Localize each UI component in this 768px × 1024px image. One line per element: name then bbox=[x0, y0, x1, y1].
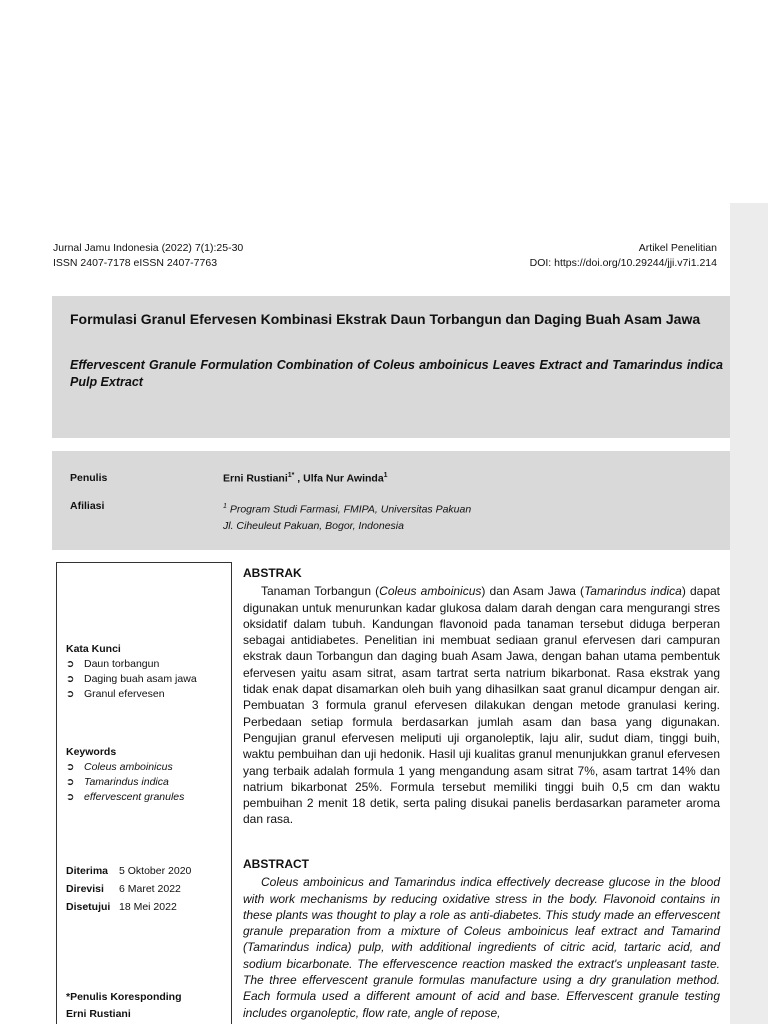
arrow-icon: ➲ bbox=[66, 762, 75, 773]
arrow-icon: ➲ bbox=[66, 777, 75, 788]
arrow-icon: ➲ bbox=[66, 659, 75, 670]
affiliation bbox=[223, 499, 471, 534]
author-separator: , bbox=[294, 472, 304, 485]
arrow-icon: ➲ bbox=[66, 674, 75, 685]
journal-citation: Jurnal Jamu Indonesia (2022) 7(1):25-30 bbox=[53, 242, 244, 254]
list-item: ➲ Daging buah asam jawa bbox=[66, 673, 197, 685]
scroll-strip bbox=[730, 203, 768, 1024]
doi-link[interactable]: DOI: https://doi.org/10.29244/jji.v7i1.214 bbox=[529, 257, 717, 269]
author-box bbox=[52, 451, 730, 550]
dates-section bbox=[66, 862, 191, 916]
corresponding-name: Erni Rustiani bbox=[66, 1008, 131, 1020]
list-item: ➲ Tamarindus indica bbox=[66, 776, 169, 788]
abstrak-section bbox=[243, 565, 720, 828]
article-type: Artikel Penelitian bbox=[638, 242, 717, 254]
author-2: Ulfa Nur Awinda bbox=[303, 472, 384, 485]
keywords-title: Keywords bbox=[66, 746, 117, 758]
title-indonesian: Formulasi Granul Efervesen Kombinasi Ekstrak Daun Torbangun dan Daging Buah Asam Jawa bbox=[70, 311, 701, 327]
arrow-icon: ➲ bbox=[66, 689, 75, 700]
arrow-icon: ➲ bbox=[66, 792, 75, 803]
abstract-heading: ABSTRACT bbox=[243, 857, 309, 871]
affiliation-label: Afiliasi bbox=[70, 500, 105, 512]
keywords-list bbox=[66, 760, 184, 805]
title-box bbox=[52, 296, 730, 438]
abstrak-heading: ABSTRAK bbox=[243, 566, 302, 580]
list-item: ➲ effervescent granules bbox=[66, 791, 185, 803]
date-revised: Direvisi 6 Maret 2022 bbox=[66, 883, 181, 895]
issn: ISSN 2407-7178 eISSN 2407-7763 bbox=[53, 257, 218, 269]
list-item: ➲ Granul efervesen bbox=[66, 688, 165, 700]
abstract-text: Coleus amboinicus and Tamarindus indica effectively decrease glucose in the blood with work mechanisms by reducing oxidative stress in the body. Flavonoid contains in these plants was thought to play a role as anti-diabetes. This study made an effervescent granule preparation from a mixture of Coleus amboinicus leaf extract and Tamarind (Tamarindus indica) pulp, with additional ingredients of citric acid, tartaric acid, and sodium bicarbonate. The effervescence reaction masked the extract's unpleasant taste. The three effervescent granule formulas manufacture using a dry granulation method. Each formula used a different amount of acid and base. Effervescent granule testing includes organoleptic, flow rate, angle of repose, bbox=[243, 875, 720, 1020]
journal-header bbox=[53, 241, 717, 271]
corresponding-label: *Penulis Koresponding bbox=[66, 991, 182, 1003]
list-item: ➲ Daun torbangun bbox=[66, 658, 160, 670]
sidebar-box bbox=[56, 562, 232, 1024]
kata-kunci-section bbox=[66, 641, 197, 702]
authors-list bbox=[223, 472, 388, 485]
author-2-sup: 1 bbox=[383, 472, 388, 479]
kata-kunci-title: Kata Kunci bbox=[66, 643, 121, 655]
affiliation-line-1: $^1$ Program Studi Farmasi, FMIPA, Universitas Pakuan bbox=[223, 503, 472, 516]
authors-label: Penulis bbox=[70, 472, 108, 484]
abstract-section bbox=[243, 856, 720, 1021]
keywords-section bbox=[66, 744, 184, 805]
affiliation-sup: 1 bbox=[223, 503, 227, 510]
author-1-sup: 1* bbox=[287, 472, 295, 479]
date-accepted: Disetujui 18 Mei 2022 bbox=[66, 901, 177, 913]
kata-kunci-list bbox=[66, 657, 197, 702]
date-received: Diterima 5 Oktober 2020 bbox=[66, 865, 192, 877]
title-english: Effervescent Granule Formulation Combination of Coleus amboinicus Leaves Extract and Tamarindus indica Pulp Extract bbox=[70, 358, 723, 389]
list-item: ➲ Coleus amboinicus bbox=[66, 761, 173, 773]
affiliation-line-2: Jl. Ciheuleut Pakuan, Bogor, Indonesia bbox=[223, 519, 404, 532]
abstrak-text: Tanaman Torbangun (Coleus amboinicus) dan Asam Jawa (Tamarindus indica) dapat digunakan untuk menurunkan kadar glukosa dalam darah dengan cara mengurangi stres oksidatif dalam tubuh. Kandungan flavonoid pada tanaman tersebut diduga berperan sebagai antidiabetes. Penelitian ini membuat sediaan granul efervesen dari campuran ekstrak daun Torbangun dan daging buah Asam Jawa, dengan bahan utama pembentuk efervesen yaitu asam sitrat, asam tartrat serta natrium bikarbonat. Rasa ekstrak yang tidak enak dapat disamarkan oleh buih yang dihasilkan saat granul dicampur dengan air. Pembuatan 3 formula granul efervesen dilakukan dengan metode granulasi kering. Perbedaan setiap formula berdasarkan jumlah asam dan basa yang digunakan. Pengujian granul efervesen meliputi uji organoleptik, laju alir, sudut diam, tinggi buih, waktu pembuihan dan uji hedonik. Hasil uji kualitas granul menunjukkan granul efervesen yang terbaik adalah formula 1 yang mengandung asam sitrat 7%, asam tartrat 14% dan natrium bikarbonat 25%. Formula tersebut memiliki tinggi buih 0,5 cm dan waktu pembuihan 2 menit 18 detik, serta paling disukai panelis berdasarkan parameter aroma dan rasa. bbox=[243, 584, 721, 827]
corresponding-section bbox=[66, 989, 182, 1023]
author-1: Erni Rustiani bbox=[223, 472, 288, 485]
